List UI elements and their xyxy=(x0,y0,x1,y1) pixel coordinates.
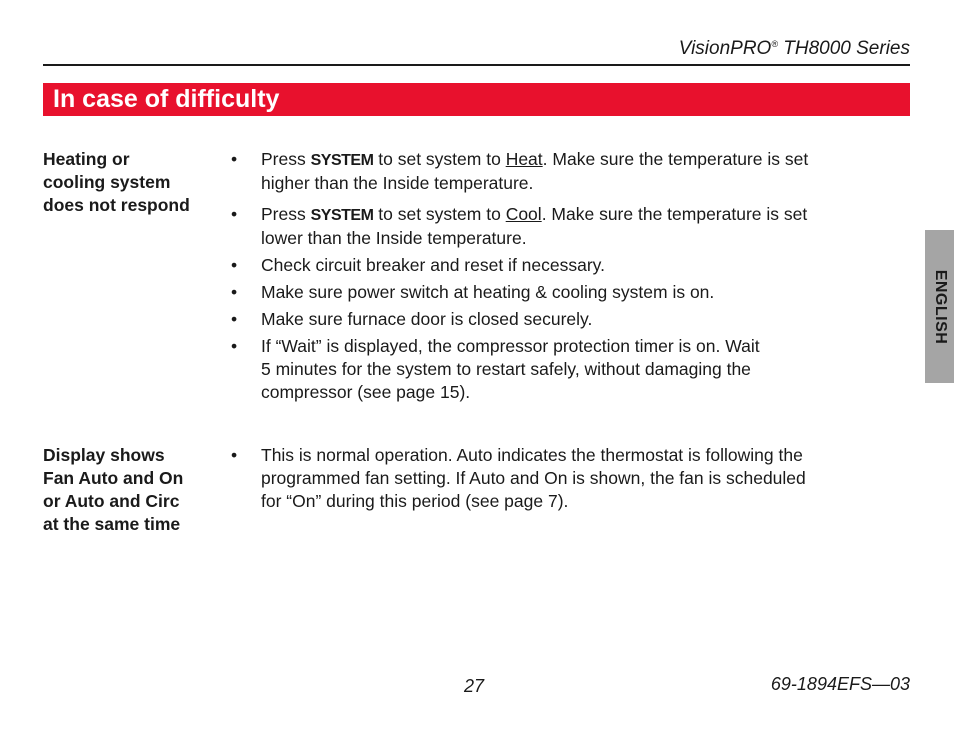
text-segment: lower than the Inside temperature. xyxy=(261,228,527,248)
bullet-line xyxy=(261,308,911,331)
title-line: at the same time xyxy=(43,514,181,534)
language-tab xyxy=(925,230,954,383)
text-segment: Press xyxy=(261,204,311,224)
title-line: or Auto and Circ xyxy=(43,491,180,511)
text-segment: If “Wait” is displayed, the compressor protection timer is on. Wait xyxy=(261,336,760,356)
page-number: 27 xyxy=(464,676,485,696)
bullet-line xyxy=(261,381,911,404)
title-line: Heating or xyxy=(43,149,130,169)
text-segment: Press xyxy=(261,149,311,169)
page-title: In case of difficulty xyxy=(53,85,280,113)
bullet-item xyxy=(231,203,911,250)
series-name: TH8000 Series xyxy=(777,38,910,59)
text-segment: 5 minutes for the system to restart safely, without damaging the xyxy=(261,359,751,379)
bullet-line xyxy=(261,358,911,381)
registered-mark: ® xyxy=(771,39,778,49)
title-line: Fan Auto and On xyxy=(43,468,184,488)
bullet-line xyxy=(261,203,911,227)
text-segment: . Make sure the temperature is set xyxy=(541,204,808,224)
bullet-line xyxy=(261,172,911,195)
title-line: does not respond xyxy=(43,195,190,215)
text-segment: to set system to xyxy=(373,204,506,224)
mode-keyword: Cool xyxy=(505,204,542,224)
bullet-item xyxy=(231,444,911,513)
section-banner xyxy=(43,83,910,116)
text-segment: for “On” during this period (see page 7). xyxy=(261,491,569,511)
text-segment: compressor (see page 15). xyxy=(261,382,471,402)
bullet-item xyxy=(231,148,911,195)
bullet-line xyxy=(261,227,911,250)
bullet-item xyxy=(231,335,911,404)
mode-keyword: Heat xyxy=(505,149,543,169)
bullet-line xyxy=(261,490,911,513)
header-rule xyxy=(43,64,910,66)
text-segment: This is normal operation. Auto indicates the thermostat is following the xyxy=(261,445,803,465)
document-code: 69-1894EFS—03 xyxy=(770,674,910,694)
fan-display-solutions xyxy=(231,444,911,513)
text-segment: programmed fan setting. If Auto and On is shown, the fan is scheduled xyxy=(261,468,806,488)
command-keyword: SYSTEM xyxy=(310,152,374,169)
bullet-line xyxy=(261,254,911,277)
text-segment: to set system to xyxy=(373,149,506,169)
text-segment: higher than the Inside temperature. xyxy=(261,173,534,193)
text-segment: . Make sure the temperature is set xyxy=(542,149,809,169)
command-keyword: SYSTEM xyxy=(310,207,374,224)
bullet-line xyxy=(261,467,911,490)
text-segment: Make sure power switch at heating & cooling system is on. xyxy=(261,282,715,302)
problem-fan-display-title xyxy=(43,444,223,536)
bullet-line xyxy=(261,281,911,304)
bullet-line xyxy=(261,335,911,358)
title-line: cooling system xyxy=(43,172,171,192)
language-tab-label: ENGLISH xyxy=(931,269,949,344)
brand-name: VisionPRO xyxy=(678,38,772,59)
bullet-item xyxy=(231,308,911,331)
bullet-item xyxy=(231,254,911,277)
problem-heating-cooling-title xyxy=(43,148,223,217)
header-series xyxy=(679,38,910,60)
bullet-line xyxy=(261,444,911,467)
heating-cooling-solutions xyxy=(231,148,911,404)
title-line: Display shows xyxy=(43,445,165,465)
text-segment: Make sure furnace door is closed securely. xyxy=(261,309,593,329)
bullet-item xyxy=(231,281,911,304)
bullet-line xyxy=(261,148,911,172)
text-segment: Check circuit breaker and reset if necessary. xyxy=(261,255,605,275)
